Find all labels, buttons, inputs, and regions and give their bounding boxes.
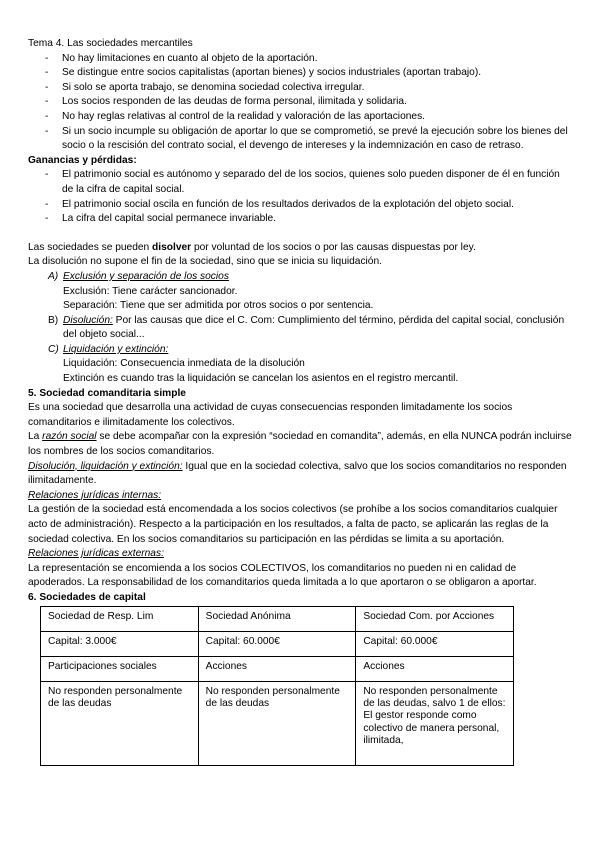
- table-row: [41, 631, 514, 656]
- table-cell: Sociedad Com. por Acciones: [356, 606, 514, 631]
- razon-social-term: razón social: [42, 431, 97, 443]
- list-item: [48, 270, 573, 314]
- list-item: - La cifra del capital social permanece invariable.: [62, 212, 573, 227]
- ganancias-bullet-list: [28, 168, 573, 226]
- sub-line: Separación: Tiene que ser admitida por otros socios o por sentencia.: [63, 300, 374, 312]
- externas-paragraph: La representación se encomienda a los socios COLECTIVOS, los comanditarios no pueden ni en calidad de apoderados. La responsabilidad de los comanditarios queda limitada a lo que aportaron o se obligaron a aportar.: [28, 562, 537, 589]
- table-cell: No responden personalmente de las deudas: [41, 681, 199, 765]
- list-item: - Si un socio incumple su obligación de aportar lo que se comprometió, se prevé la ejecución sobre los bienes del socio o la rescisión del contrato social, el devengo de intereses y la indemnización en caso de retraso.: [62, 125, 573, 154]
- razon-social-paragraph: La razón social se debe acompañar con la expresión “sociedad en comandita”, además, en ella NUNCA podrán incluirse los nombres de los socios comanditarios.: [28, 431, 572, 458]
- internas-paragraph: La gestión de la sociedad está encomendada a los socios colectivos (se prohíbe a los socios comanditarios cualquier acto de administración). Respecto a la participación en los resultados, a falta de pacto, se aplicarán las reglas de la sociedad colectiva. En los socios comanditarios su participación en las pérdidas se limita a su aportación.: [28, 504, 558, 545]
- table-cell: Acciones: [198, 656, 356, 681]
- table-cell: Sociedad de Resp. Lim: [41, 606, 199, 631]
- table-row: [41, 656, 514, 681]
- tema-bullet-list: [28, 52, 573, 154]
- list-item: - El patrimonio social es autónomo y separado del de los socios, quienes solo pueden disponer de él en función de la cifra de capital social.: [62, 168, 573, 197]
- table-row: [41, 606, 514, 631]
- capital-heading: 6. Sociedades de capital: [28, 591, 146, 603]
- comanditaria-heading: 5. Sociedad comanditaria simple: [28, 387, 186, 399]
- exclusion-title: Exclusión y separación de los socios: [63, 270, 229, 282]
- list-item: - El patrimonio social oscila en función de los resultados derivados de la explotación del objeto social.: [62, 198, 573, 213]
- list-marker: C): [48, 343, 59, 355]
- externas-label: Relaciones jurídicas externas:: [28, 548, 164, 560]
- table-cell: No responden personalmente de las deudas: [198, 681, 356, 765]
- capital-table: [40, 606, 514, 766]
- sub-line: Liquidación: Consecuencia inmediata de la disolución: [63, 358, 305, 370]
- liquidacion-title: Liquidación y extinción:: [63, 343, 169, 355]
- disolucion-comanditaria-paragraph: Disolución, liquidación y extinción: Igual que en la sociedad colectiva, salvo que los socios comanditarios no responden ilimitadamente.: [28, 460, 567, 487]
- disolucion-line: La disolución no supone el fin de la sociedad, sino que se inicia su liquidación.: [28, 256, 382, 268]
- table-row: [41, 681, 514, 765]
- list-marker: A): [48, 270, 59, 282]
- sub-line: Exclusión: Tiene carácter sancionador.: [63, 285, 238, 297]
- internas-label: Relaciones jurídicas internas:: [28, 489, 162, 501]
- list-item: [48, 343, 573, 387]
- table-cell: Capital: 3.000€: [41, 631, 199, 656]
- table-cell: Capital: 60.000€: [198, 631, 356, 656]
- table-cell: Sociedad Anónima: [198, 606, 356, 631]
- list-item: - No hay reglas relativas al control de la realidad y valoración de las aportaciones.: [62, 110, 573, 125]
- list-item: - Si solo se aporta trabajo, se denomina sociedad colectiva irregular.: [62, 81, 573, 96]
- list-item: - Se distingue entre socios capitalistas (aportan bienes) y socios industriales (aportan trabajo).: [62, 66, 573, 81]
- list-item: B) Disolución: Por las causas que dice el C. Com: Cumplimiento del término, pérdida del capital social, conclusión del objeto social...: [48, 314, 565, 341]
- disolucion-title: Disolución:: [63, 314, 113, 326]
- comanditaria-intro: Es una sociedad que desarrolla una actividad de cuyas consecuencias responden limitadamente los socios comanditarios e ilimitadamente los colectivos.: [28, 402, 513, 428]
- disolver-bold: disolver: [152, 241, 192, 253]
- table-cell: Participaciones sociales: [41, 656, 199, 681]
- ganancias-heading: Ganancias y pérdidas:: [28, 154, 137, 166]
- list-item: - Los socios responden de las deudas de forma personal, ilimitada y solidaria.: [62, 95, 573, 110]
- disolucion-term: Disolución, liquidación y extinción:: [28, 460, 183, 472]
- list-marker: B): [48, 314, 59, 326]
- table-cell: Capital: 60.000€: [356, 631, 514, 656]
- disolucion-paragraph: Las sociedades se pueden disolver por voluntad de los socios o por las causas dispuestas por ley.: [28, 241, 476, 253]
- table-cell: Acciones: [356, 656, 514, 681]
- section-title: Tema 4. Las sociedades mercantiles: [28, 38, 193, 49]
- list-item: - No hay limitaciones en cuanto al objeto de la aportación.: [62, 52, 573, 67]
- table-cell: No responden personalmente de las deudas, salvo 1 de ellos: El gestor responde como colectivo de manera personal, ilimitada,: [356, 681, 514, 765]
- sub-line: Extinción es cuando tras la liquidación se cancelan los asientos en el registro mercantil.: [63, 373, 459, 385]
- document-page: [28, 37, 573, 766]
- disolucion-list: [28, 270, 573, 387]
